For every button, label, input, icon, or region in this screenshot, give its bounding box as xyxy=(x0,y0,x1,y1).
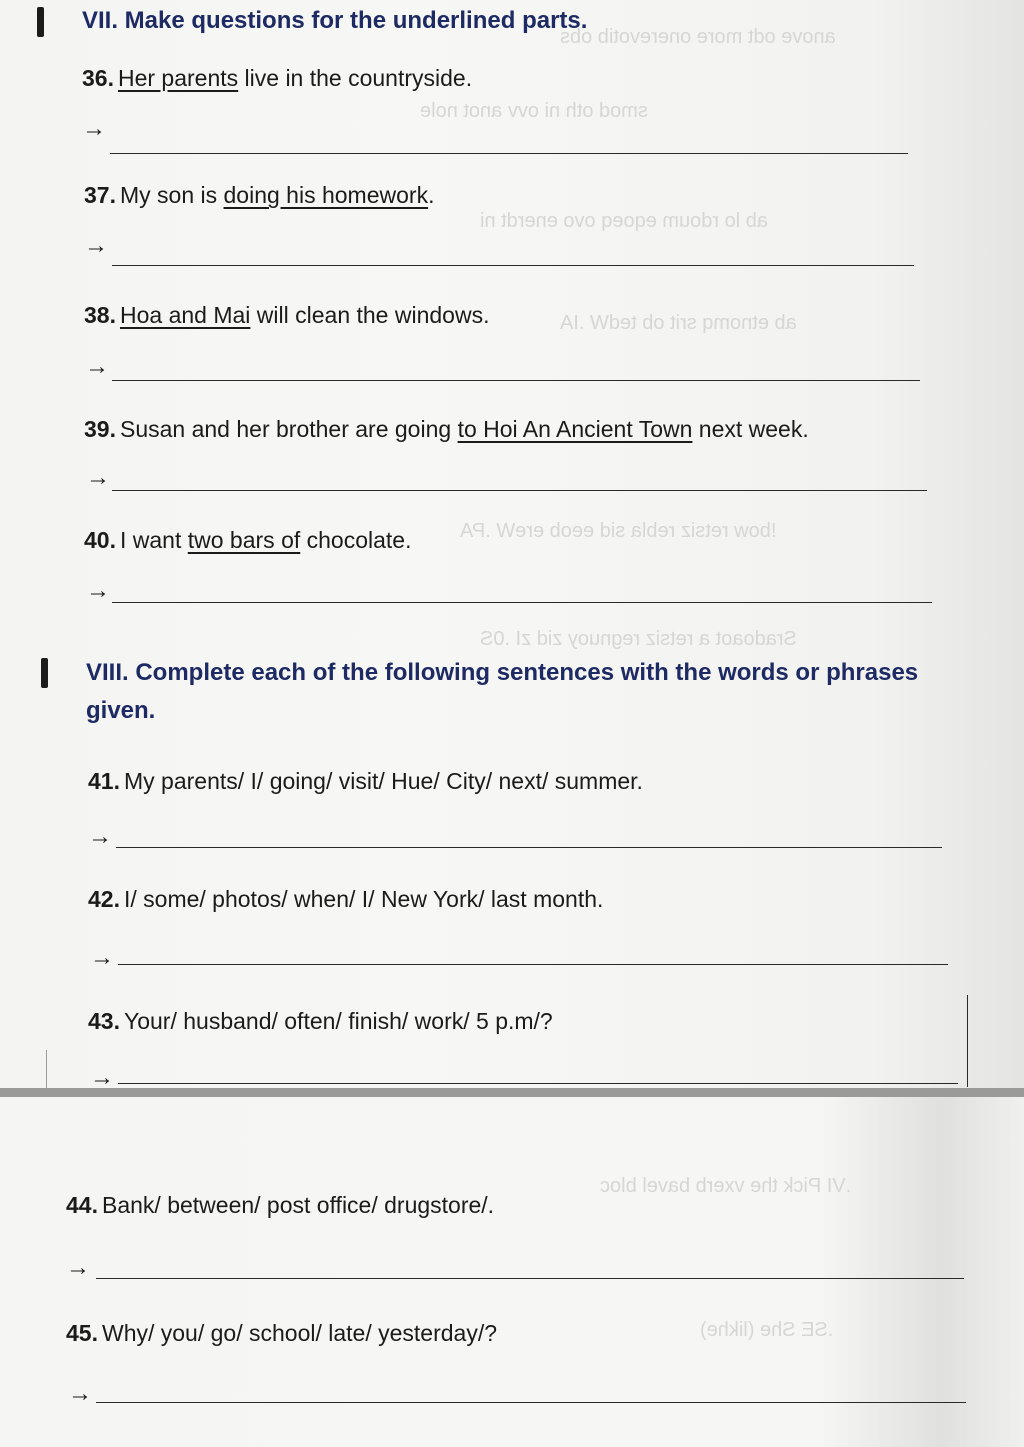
question-number: 41. xyxy=(88,768,120,794)
question-36: 36. Her parents live in the countryside. xyxy=(82,65,473,91)
arrow-icon: → xyxy=(84,232,108,259)
answer-line-44[interactable] xyxy=(96,1278,964,1279)
arrow-icon: → xyxy=(86,464,110,491)
arrow-icon: → xyxy=(82,115,106,142)
underlined-part: two bars of xyxy=(187,527,301,553)
question-number: 44. xyxy=(66,1192,98,1218)
page-edge-line xyxy=(46,1050,47,1088)
underlined-part: doing his homework xyxy=(223,182,429,208)
answer-line-43[interactable] xyxy=(118,1083,958,1084)
question-39: 39. Susan and her brother are going to Hoi An Ancient Town next week. xyxy=(84,416,809,442)
section-viii-heading: VIII. Complete each of the following sentences with the words or phrases given. xyxy=(86,659,919,724)
answer-line-42[interactable] xyxy=(118,964,948,965)
bleed-through-text: smod oth ni ovv anot nole xyxy=(420,100,648,122)
question-number: 39. xyxy=(84,416,116,442)
question-42: 42. I/ some/ photos/ when/ I/ New York/ last month. xyxy=(88,886,604,912)
page-fold-shadow xyxy=(0,1088,1024,1097)
bleed-through-text: ab lo rdoum eqoeq ovo enerdt ni xyxy=(480,210,768,232)
section-marker-viii xyxy=(41,658,48,688)
arrow-icon: → xyxy=(66,1254,90,1281)
answer-line-45[interactable] xyxy=(96,1402,966,1403)
answer-line-38[interactable] xyxy=(112,380,920,381)
arrow-icon: → xyxy=(85,353,109,380)
answer-line-37[interactable] xyxy=(112,265,914,266)
arrow-icon: → xyxy=(88,823,112,850)
question-41: 41. My parents/ I/ going/ visit/ Hue/ City/ next/ summer. xyxy=(88,768,643,794)
question-number: 42. xyxy=(88,886,120,912)
bleed-through-text: !bow retsiz rebla sid eeob ereW .PA xyxy=(460,520,777,542)
question-44: 44. Bank/ between/ post office/ drugstore/. xyxy=(66,1192,495,1218)
section-marker-vii xyxy=(37,7,44,37)
question-number: 43. xyxy=(88,1008,120,1034)
question-37: 37. My son is doing his homework. xyxy=(84,182,435,208)
bleed-through-text: ab etnomq srit ob tedW .IA xyxy=(560,312,797,334)
question-45: 45. Why/ you/ go/ school/ late/ yesterday/? xyxy=(66,1320,498,1346)
bleed-through-text: .SE She (likhe) xyxy=(700,1319,834,1341)
question-number: 40. xyxy=(84,527,116,553)
answer-line-36[interactable] xyxy=(110,153,908,154)
question-40: 40. I want two bars of chocolate. xyxy=(84,527,412,553)
question-number: 45. xyxy=(66,1320,98,1346)
arrow-icon: → xyxy=(86,577,110,604)
question-number: 36. xyxy=(82,65,114,91)
bleed-through-text: .VI Pick the vxerb bavel bloc xyxy=(600,1175,852,1197)
underlined-part: Hoa and Mai xyxy=(119,302,251,328)
bleed-through-text: Sradoaot a retsiz regnuoy zid zI .0S xyxy=(480,628,797,650)
arrow-icon: → xyxy=(90,944,114,971)
answer-line-40[interactable] xyxy=(112,602,932,603)
worksheet-page-bottom xyxy=(0,1097,1024,1447)
arrow-icon: → xyxy=(68,1380,92,1407)
answer-line-41[interactable] xyxy=(116,847,942,848)
arrow-icon: → xyxy=(90,1064,114,1091)
section-vii-heading: VII. Make questions for the underlined parts. xyxy=(82,7,588,34)
question-43: 43. Your/ husband/ often/ finish/ work/ 5 p.m/? xyxy=(88,1008,553,1034)
underlined-part: Her parents xyxy=(117,65,239,91)
question-number: 37. xyxy=(84,182,116,208)
answer-line-39[interactable] xyxy=(112,490,927,491)
question-number: 38. xyxy=(84,302,116,328)
question-38: 38. Hoa and Mai will clean the windows. xyxy=(84,302,490,328)
page-edge-line xyxy=(967,995,968,1087)
bleed-through-text: anove odt more onerevotib obs xyxy=(560,26,836,48)
underlined-part: to Hoi An Ancient Town xyxy=(457,416,693,442)
